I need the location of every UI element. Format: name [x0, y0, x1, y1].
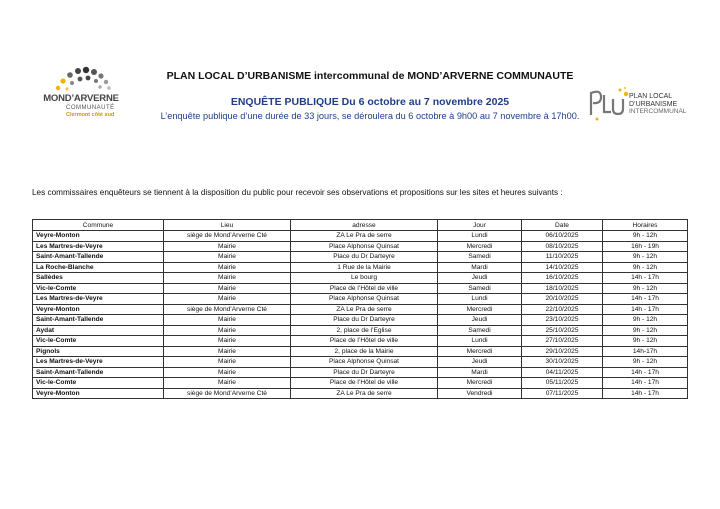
- header-date: Date: [522, 220, 603, 231]
- table-row: [33, 294, 688, 305]
- cell-horaires: 9h - 12h: [603, 283, 688, 294]
- plui-logo: [587, 85, 707, 125]
- cell-horaires: 9h - 12h: [603, 252, 688, 263]
- cell-date: 08/10/2025: [522, 241, 603, 252]
- cell-adresse: ZA Le Pra de serre: [291, 304, 438, 315]
- cell-jour: Mardi: [438, 367, 522, 378]
- cell-date: 14/10/2025: [522, 262, 603, 273]
- cell-jour: Mardi: [438, 262, 522, 273]
- cell-adresse: Place Alphonse Quinsat: [291, 357, 438, 368]
- cell-jour: Samedi: [438, 252, 522, 263]
- cell-horaires: 14h - 17h: [603, 304, 688, 315]
- cell-jour: Lundi: [438, 231, 522, 242]
- cell-date: 29/10/2025: [522, 346, 603, 357]
- cell-adresse: Le bourg: [291, 273, 438, 284]
- table-row: [33, 346, 688, 357]
- header-jour: Jour: [438, 220, 522, 231]
- cell-lieu: siège de Mond’Arverne Cté: [164, 388, 291, 399]
- cell-commune: Vic-le-Comte: [33, 283, 164, 294]
- cell-commune: Aydat: [33, 325, 164, 336]
- cell-date: 30/10/2025: [522, 357, 603, 368]
- cell-date: 16/10/2025: [522, 273, 603, 284]
- table-row: [33, 304, 688, 315]
- table-row: [33, 325, 688, 336]
- cell-commune: Les Martres-de-Veyre: [33, 294, 164, 305]
- cell-jour: Jeudi: [438, 315, 522, 326]
- cell-jour: Mercredi: [438, 241, 522, 252]
- table-row: [33, 367, 688, 378]
- header-horaires: Horaires: [603, 220, 688, 231]
- cell-jour: Vendredi: [438, 388, 522, 399]
- cell-date: 07/11/2025: [522, 388, 603, 399]
- plui-line1: PLAN LOCAL: [629, 93, 673, 100]
- page-title: PLAN LOCAL D’URBANISME intercommunal de MOND’ARVERNE COMMUNAUTE: [166, 70, 574, 82]
- cell-lieu: Mairie: [164, 367, 291, 378]
- cell-date: 23/10/2025: [522, 315, 603, 326]
- table-row: [33, 252, 688, 263]
- cell-commune: Vic-le-Comte: [33, 378, 164, 389]
- schedule-table: [32, 219, 688, 399]
- table-row: [33, 273, 688, 284]
- cell-date: 11/10/2025: [522, 252, 603, 263]
- cell-adresse: 1 Rue de la Mairie: [291, 262, 438, 273]
- cell-adresse: Place Alphonse Quinsat: [291, 294, 438, 305]
- cell-adresse: ZA Le Pra de serre: [291, 388, 438, 399]
- cell-commune: Les Martres-de-Veyre: [33, 357, 164, 368]
- cell-jour: Mercredi: [438, 378, 522, 389]
- cell-lieu: Mairie: [164, 325, 291, 336]
- cell-lieu: Mairie: [164, 357, 291, 368]
- table-row: [33, 241, 688, 252]
- cell-lieu: Mairie: [164, 346, 291, 357]
- cell-commune: Saint-Amant-Tallende: [33, 367, 164, 378]
- cell-adresse: Place de l’Hôtel de ville: [291, 336, 438, 347]
- cell-jour: Mercredi: [438, 304, 522, 315]
- cell-jour: Lundi: [438, 336, 522, 347]
- mondarverne-logo: [36, 66, 126, 128]
- table-row: [33, 283, 688, 294]
- table-row: [33, 262, 688, 273]
- cell-horaires: 14h - 17h: [603, 388, 688, 399]
- cell-horaires: 9h - 12h: [603, 357, 688, 368]
- cell-horaires: 14h - 17h: [603, 273, 688, 284]
- cell-date: 25/10/2025: [522, 325, 603, 336]
- logo-left-name: MOND’ARVERNE: [43, 93, 119, 104]
- cell-date: 22/10/2025: [522, 304, 603, 315]
- cell-adresse: ZA Le Pra de serre: [291, 231, 438, 242]
- header-commune: Commune: [33, 220, 164, 231]
- cell-adresse: Place du Dr Darteyre: [291, 252, 438, 263]
- cell-jour: Jeudi: [438, 357, 522, 368]
- logo-left-line3: Clermont côté sud: [66, 112, 115, 118]
- table-row: [33, 388, 688, 399]
- cell-date: 04/11/2025: [522, 367, 603, 378]
- cell-adresse: Place Alphonse Quinsat: [291, 241, 438, 252]
- cell-adresse: 2, place de la Mairie: [291, 346, 438, 357]
- cell-commune: Veyre-Monton: [33, 231, 164, 242]
- lead-text: Les commissaires enquêteurs se tiennent à la disposition du public pour recevoir ses observations et propositions sur les sites et heures suivants :: [32, 188, 563, 197]
- cell-horaires: 9h - 12h: [603, 231, 688, 242]
- cell-commune: Veyre-Monton: [33, 388, 164, 399]
- header-lieu: Lieu: [164, 220, 291, 231]
- cell-adresse: Place de l’Hôtel de ville: [291, 283, 438, 294]
- cell-horaires: 9h - 12h: [603, 315, 688, 326]
- cell-adresse: Place du Dr Darteyre: [291, 315, 438, 326]
- cell-lieu: Mairie: [164, 241, 291, 252]
- cell-lieu: Mairie: [164, 294, 291, 305]
- plui-line2: D’URBANISME: [629, 100, 678, 108]
- header-adresse: adresse: [291, 220, 438, 231]
- plui-mark-icon: [587, 85, 629, 125]
- cell-horaires: 9h - 12h: [603, 336, 688, 347]
- cell-commune: La Roche-Blanche: [33, 262, 164, 273]
- cell-horaires: 14h-17h: [603, 346, 688, 357]
- cell-horaires: 14h - 17h: [603, 294, 688, 305]
- cell-horaires: 16h - 19h: [603, 241, 688, 252]
- cell-date: 06/10/2025: [522, 231, 603, 242]
- cell-lieu: Mairie: [164, 378, 291, 389]
- cell-horaires: 14h - 17h: [603, 378, 688, 389]
- page-intro: L’enquête publique d’une durée de 33 jours, se déroulera du 6 octobre à 9h00 au 7 novembre à 17h00.: [160, 111, 580, 121]
- table-row: [33, 336, 688, 347]
- cell-date: 18/10/2025: [522, 283, 603, 294]
- cell-date: 27/10/2025: [522, 336, 603, 347]
- cell-lieu: Mairie: [164, 262, 291, 273]
- table-row: [33, 231, 688, 242]
- cell-jour: Jeudi: [438, 273, 522, 284]
- cell-lieu: Mairie: [164, 336, 291, 347]
- page-subtitle: ENQUÊTE PUBLIQUE Du 6 octobre au 7 novembre 2025: [230, 96, 510, 108]
- cell-adresse: Place de l’Hôtel de ville: [291, 378, 438, 389]
- cell-horaires: 9h - 12h: [603, 325, 688, 336]
- cell-commune: Sallèdes: [33, 273, 164, 284]
- cell-commune: Saint-Amant-Tallende: [33, 315, 164, 326]
- cell-lieu: Mairie: [164, 315, 291, 326]
- cell-commune: Pignols: [33, 346, 164, 357]
- page-header: [150, 70, 590, 121]
- table-row: [33, 357, 688, 368]
- table-row: [33, 378, 688, 389]
- cell-lieu: Mairie: [164, 273, 291, 284]
- cell-horaires: 14h - 17h: [603, 367, 688, 378]
- cell-horaires: 9h - 12h: [603, 262, 688, 273]
- cell-lieu: siège de Mond’Arverne Cté: [164, 304, 291, 315]
- cell-adresse: 2, place de l’Eglise: [291, 325, 438, 336]
- table-row: [33, 315, 688, 326]
- dots-logo-icon: [50, 66, 112, 94]
- logo-left-line2: COMMUNAUTÉ: [66, 105, 115, 111]
- cell-jour: Samedi: [438, 325, 522, 336]
- cell-lieu: Mairie: [164, 252, 291, 263]
- plui-line3: INTERCOMMUNAL: [629, 108, 687, 115]
- cell-date: 05/11/2025: [522, 378, 603, 389]
- cell-commune: Saint-Amant-Tallende: [33, 252, 164, 263]
- cell-commune: Les Martres-de-Veyre: [33, 241, 164, 252]
- cell-jour: Samedi: [438, 283, 522, 294]
- cell-jour: Mercredi: [438, 346, 522, 357]
- table-body: [33, 231, 688, 399]
- cell-commune: Veyre-Monton: [33, 304, 164, 315]
- cell-jour: Lundi: [438, 294, 522, 305]
- cell-commune: Vic-le-Comte: [33, 336, 164, 347]
- cell-lieu: Mairie: [164, 283, 291, 294]
- cell-adresse: Place du Dr Darteyre: [291, 367, 438, 378]
- cell-lieu: siège de Mond’Arverne Cté: [164, 231, 291, 242]
- table-header-row: [33, 220, 688, 231]
- cell-date: 20/10/2025: [522, 294, 603, 305]
